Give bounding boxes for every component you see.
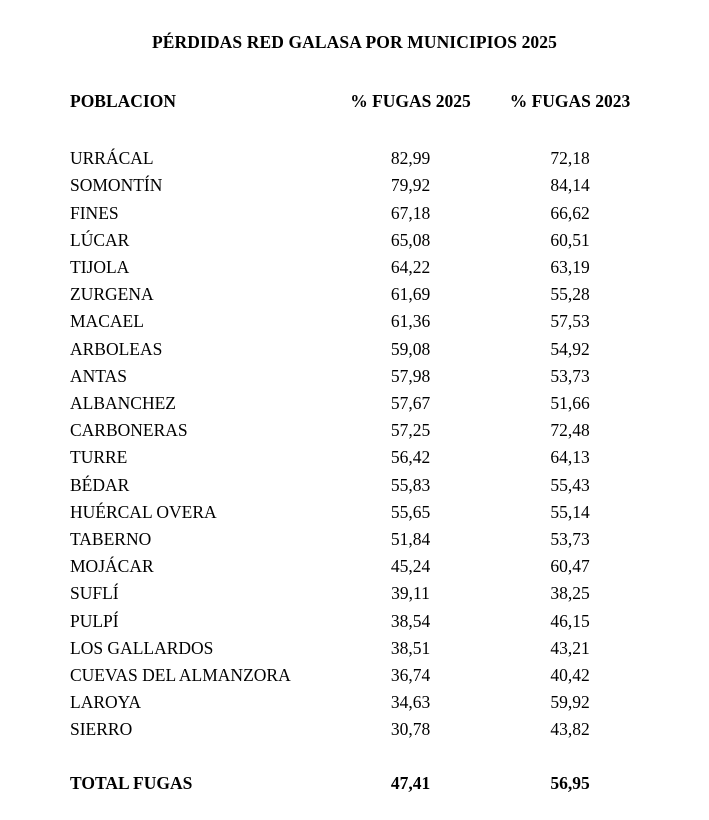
table-row xyxy=(70,172,645,199)
table-row xyxy=(70,308,645,335)
table-row xyxy=(70,336,645,363)
value-fugas-2025: 57,25 xyxy=(390,420,431,441)
value-fugas-2023: 43,21 xyxy=(550,637,590,658)
losses-by-municipality-table xyxy=(70,88,645,797)
municipality-name: SUFLÍ xyxy=(70,583,119,604)
value-fugas-2023: 72,48 xyxy=(550,420,590,441)
municipality-name: SIERRO xyxy=(70,719,133,740)
value-fugas-2025: 34,63 xyxy=(390,692,431,713)
value-fugas-2025: 30,78 xyxy=(390,719,431,740)
table-row xyxy=(70,716,645,743)
municipality-name: LOS GALLARDOS xyxy=(70,637,214,658)
value-fugas-2023: 43,82 xyxy=(550,719,590,740)
municipality-name: HUÉRCAL OVERA xyxy=(70,501,217,522)
value-fugas-2023: 53,73 xyxy=(550,365,590,386)
value-fugas-2025: 82,99 xyxy=(390,148,431,169)
value-fugas-2025: 67,18 xyxy=(390,202,431,223)
municipality-name: TURRE xyxy=(70,447,128,468)
value-fugas-2023: 46,15 xyxy=(550,610,590,631)
table-row xyxy=(70,145,645,172)
spacer-cell xyxy=(70,744,326,770)
column-header-fugas-2023: % FUGAS 2023 xyxy=(509,91,631,111)
value-fugas-2025: 57,67 xyxy=(390,393,431,414)
municipality-name: FINES xyxy=(70,202,119,223)
value-fugas-2023: 55,14 xyxy=(550,501,590,522)
table-row xyxy=(70,363,645,390)
table-row xyxy=(70,472,645,499)
total-row xyxy=(70,770,645,797)
table-row xyxy=(70,281,645,308)
value-fugas-2025: 65,08 xyxy=(390,229,431,250)
value-fugas-2023: 72,18 xyxy=(550,148,590,169)
municipality-name: CUEVAS DEL ALMANZORA xyxy=(70,665,291,686)
table-row xyxy=(70,635,645,662)
value-fugas-2025: 61,36 xyxy=(390,311,431,332)
value-fugas-2025: 36,74 xyxy=(390,665,431,686)
table-row xyxy=(70,580,645,607)
municipality-name: SOMONTÍN xyxy=(70,175,163,196)
table-header-row xyxy=(70,88,645,115)
municipality-name: TABERNO xyxy=(70,529,152,550)
value-fugas-2025: 57,98 xyxy=(390,365,431,386)
municipality-name: TIJOLA xyxy=(70,257,130,278)
value-fugas-2025: 61,69 xyxy=(390,284,431,305)
value-fugas-2023: 84,14 xyxy=(550,175,590,196)
total-value-2023: 56,95 xyxy=(550,772,590,793)
page-title: PÉRDIDAS RED GALASA POR MUNICIPIOS 2025 xyxy=(152,32,557,52)
total-label: TOTAL FUGAS xyxy=(70,772,193,793)
municipality-name: PULPÍ xyxy=(70,610,119,631)
table-row xyxy=(70,417,645,444)
table-row xyxy=(70,526,645,553)
value-fugas-2023: 51,66 xyxy=(550,393,590,414)
table-row xyxy=(70,254,645,281)
table-row xyxy=(70,227,645,254)
value-fugas-2025: 38,51 xyxy=(390,637,431,658)
municipality-name: ANTAS xyxy=(70,365,127,386)
table-footer xyxy=(70,744,645,797)
municipality-name: ARBOLEAS xyxy=(70,338,163,359)
value-fugas-2023: 38,25 xyxy=(550,583,590,604)
value-fugas-2025: 59,08 xyxy=(390,338,431,359)
table-row xyxy=(70,499,645,526)
table-row xyxy=(70,689,645,716)
municipality-name: URRÁCAL xyxy=(70,148,154,169)
municipality-name: ALBANCHEZ xyxy=(70,393,176,414)
body-total-spacer xyxy=(70,744,645,770)
value-fugas-2023: 60,51 xyxy=(550,229,590,250)
value-fugas-2023: 64,13 xyxy=(550,447,590,468)
spacer-cell xyxy=(326,744,495,770)
value-fugas-2025: 64,22 xyxy=(390,257,431,278)
spacer-cell xyxy=(70,115,326,145)
value-fugas-2023: 59,92 xyxy=(550,692,590,713)
value-fugas-2023: 40,42 xyxy=(550,665,590,686)
value-fugas-2025: 55,65 xyxy=(390,501,431,522)
table-row xyxy=(70,200,645,227)
value-fugas-2023: 55,28 xyxy=(550,284,590,305)
column-header-fugas-2025: % FUGAS 2025 xyxy=(350,91,471,111)
spacer-cell xyxy=(495,744,645,770)
spacer-cell xyxy=(495,115,645,145)
value-fugas-2023: 54,92 xyxy=(550,338,590,359)
table-row xyxy=(70,608,645,635)
value-fugas-2023: 66,62 xyxy=(550,202,590,223)
value-fugas-2025: 45,24 xyxy=(390,556,431,577)
value-fugas-2025: 56,42 xyxy=(390,447,431,468)
value-fugas-2025: 38,54 xyxy=(390,610,431,631)
table-row xyxy=(70,662,645,689)
total-value-2025: 47,41 xyxy=(390,772,431,793)
municipality-name: BÉDAR xyxy=(70,474,130,495)
table-row xyxy=(70,390,645,417)
value-fugas-2025: 51,84 xyxy=(390,529,431,550)
column-header-poblacion: POBLACION xyxy=(70,91,176,111)
value-fugas-2025: 39,11 xyxy=(391,583,430,604)
municipality-name: MOJÁCAR xyxy=(70,556,154,577)
municipality-name: ZURGENA xyxy=(70,284,154,305)
municipality-name: MACAEL xyxy=(70,311,144,332)
value-fugas-2023: 60,47 xyxy=(550,556,590,577)
municipality-name: LÚCAR xyxy=(70,229,130,250)
table-header xyxy=(70,88,645,145)
spacer-cell xyxy=(326,115,495,145)
municipality-name: LAROYA xyxy=(70,692,141,713)
value-fugas-2025: 55,83 xyxy=(390,474,431,495)
header-body-spacer xyxy=(70,115,645,145)
table-row xyxy=(70,553,645,580)
value-fugas-2023: 57,53 xyxy=(550,311,590,332)
value-fugas-2025: 79,92 xyxy=(390,175,431,196)
value-fugas-2023: 55,43 xyxy=(550,474,590,495)
table-row xyxy=(70,444,645,471)
value-fugas-2023: 53,73 xyxy=(550,529,590,550)
municipality-name: CARBONERAS xyxy=(70,420,188,441)
table-body xyxy=(70,145,645,743)
value-fugas-2023: 63,19 xyxy=(550,257,590,278)
